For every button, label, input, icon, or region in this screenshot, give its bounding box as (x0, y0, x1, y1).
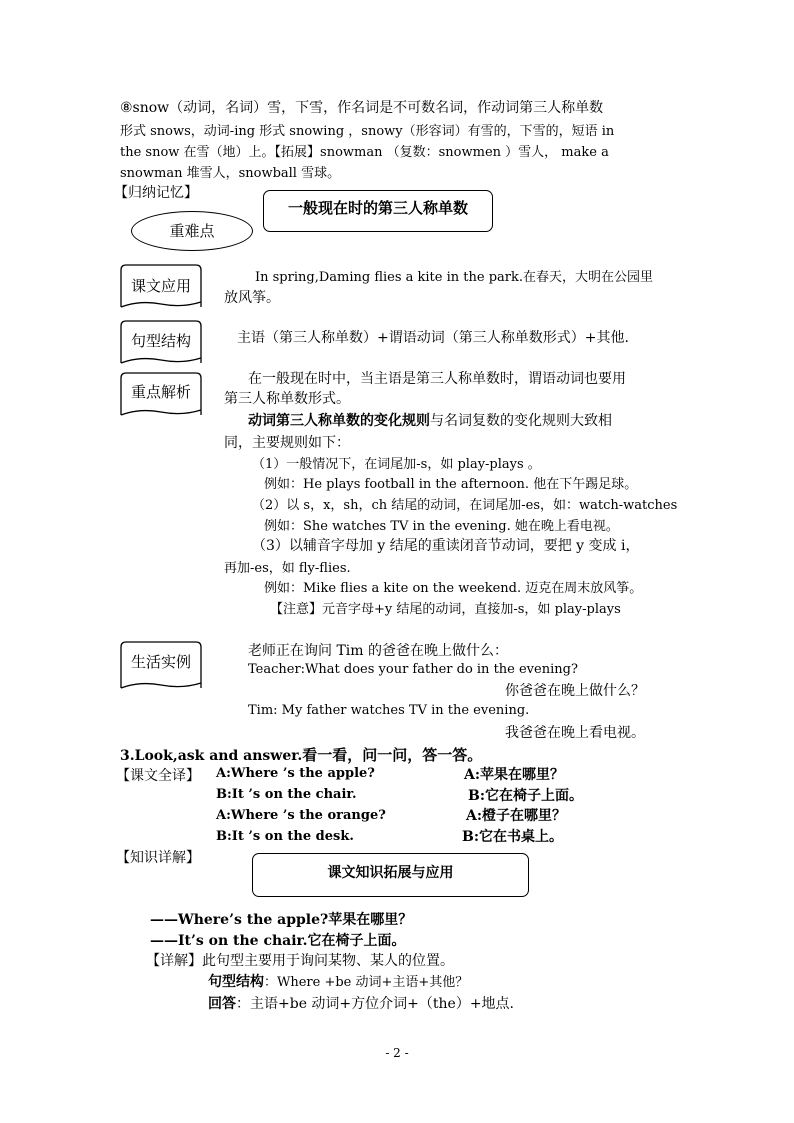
knowledge-structure-label: 句型结构 (208, 974, 264, 990)
intro-line-2: 形式 snows，动词-ing 形式 snowing ，snowy（形容词）有雪的，下雪的，短语 in (120, 124, 615, 139)
life-answer: Tim: My father watches TV in the evening. (248, 703, 530, 718)
dialogue-cn-4: B:它在书桌上。 (462, 829, 564, 845)
rule-3: （3）以辅音字母加 y 结尾的重读闭音节动词，要把 y 变成 i， (252, 538, 640, 554)
page-number: - 2 - (385, 1046, 409, 1060)
knowledge-reply-text: ：主语+be 动词+方位介词+（the）+地点. (236, 996, 514, 1012)
analysis-line-2: 第三人称单数形式。 (224, 391, 350, 407)
key-point-label: 重难点 (169, 222, 215, 240)
intro-line-1: ⑧snow（动词，名词）雪，下雪，作名词是不可数名词，作动词第三人称单数 (120, 100, 604, 116)
summary-label: 【归纳记忆】 (114, 185, 198, 201)
translation-label: 【课文全译】 (116, 768, 200, 784)
dialogue-en-2: B:It ’s on the chair. (216, 787, 357, 802)
tab-application-label: 课文应用 (130, 277, 191, 295)
explain-label: 【详解】 (146, 953, 202, 969)
dialogue-cn-2: B:它在椅子上面。 (468, 788, 584, 804)
rule-note: 【注意】元音字母+y 结尾的动词，直接加-s，如 play-plays (270, 602, 621, 617)
rule-3-example: 例如：Mike flies a kite on the weekend. 迈克在周末放风筝。 (264, 581, 643, 596)
dialogue-en-1: A:Where ’s the apple? (216, 766, 375, 781)
rule-heading-rest: 与名词复数的变化规则大致相 (430, 413, 612, 429)
knowledge-structure-text: ：Where +be 动词+主语+其他？ (264, 975, 469, 990)
intro-line-3: the snow 在雪（地）上。【拓展】snowman （复数：snowmen ）雪人， make a (120, 145, 609, 160)
rule-2: （2）以 s，x，sh，ch 结尾的动词，在词尾加-es，如：watch-watches (252, 498, 678, 513)
grammar-title: 一般现在时的第三人称单数 (287, 199, 468, 217)
tab-life-example-label: 生活实例 (130, 653, 191, 671)
knowledge-answer: ——It’s on the chair.它在椅子上面。 (150, 933, 406, 949)
explain-line (146, 950, 454, 970)
knowledge-title-box (252, 853, 529, 897)
rule-1-example: 例如：He plays football in the afternoon. 他在下午踢足球。 (264, 477, 638, 492)
tab-life-example (120, 641, 200, 681)
section3-title-en: 3.Look,ask and answer. (120, 748, 303, 764)
dialogue-en-3: A:Where ’s the orange? (216, 808, 386, 823)
knowledge-structure-line (208, 971, 468, 991)
application-line-2: 放风筝。 (224, 290, 280, 306)
analysis-line-1: 在一般现在时中，当主语是第三人称单数时，谓语动词也要用 (248, 371, 626, 387)
section3-title-cn: 看一看，问一问，答一答。 (302, 746, 483, 764)
life-question: Teacher:What does your father do in the evening? (248, 662, 578, 677)
section3-title (120, 744, 482, 765)
rule-3-b: 再加-es，如 fly-flies. (224, 561, 351, 576)
rule-heading: 动词第三人称单数的变化规则 (248, 413, 430, 429)
intro-line-4: snowman 堆雪人，snowball 雪球。 (120, 166, 341, 181)
structure-text: 主语（第三人称单数）+谓语动词（第三人称单数形式）+其他. (237, 330, 629, 346)
dialogue-cn-1: A:苹果在哪里？ (464, 767, 565, 783)
tab-analysis (120, 372, 200, 412)
tab-analysis-label: 重点解析 (130, 383, 191, 401)
knowledge-title: 课文知识拓展与应用 (327, 865, 454, 881)
life-answer-cn: 我爸爸在晚上看电视。 (505, 725, 645, 741)
knowledge-reply-label: 回答 (208, 996, 236, 1012)
tab-structure-label: 句型结构 (130, 332, 191, 350)
rule-2-example: 例如：She watches TV in the evening. 她在晚上看电视。 (264, 519, 619, 534)
knowledge-question: ——Where’s the apple?苹果在哪里？ (150, 912, 413, 928)
tab-application (120, 264, 200, 304)
application-line-1: In spring,Daming flies a kite in the park.在春天，大明在公园里 (255, 270, 653, 285)
tab-structure (120, 320, 200, 360)
dialogue-cn-3: A:橙子在哪里？ (466, 808, 567, 824)
life-intro: 老师正在询问 Tim 的爸爸在晚上做什么： (248, 643, 508, 659)
explain-text: 此句型主要用于询问某物、某人的位置。 (202, 953, 454, 969)
life-question-cn: 你爸爸在晚上做什么？ (505, 683, 645, 699)
analysis-line-4: 同，主要规则如下： (224, 435, 350, 451)
dialogue-en-4: B:It ’s on the desk. (216, 829, 354, 844)
knowledge-reply-line (208, 993, 514, 1013)
analysis-line-3 (248, 410, 612, 430)
rule-1: （1）一般情况下，在词尾加-s，如 play-plays 。 (252, 457, 541, 472)
key-point-oval (131, 211, 253, 251)
grammar-title-box (263, 190, 493, 232)
knowledge-label: 【知识详解】 (116, 850, 200, 866)
